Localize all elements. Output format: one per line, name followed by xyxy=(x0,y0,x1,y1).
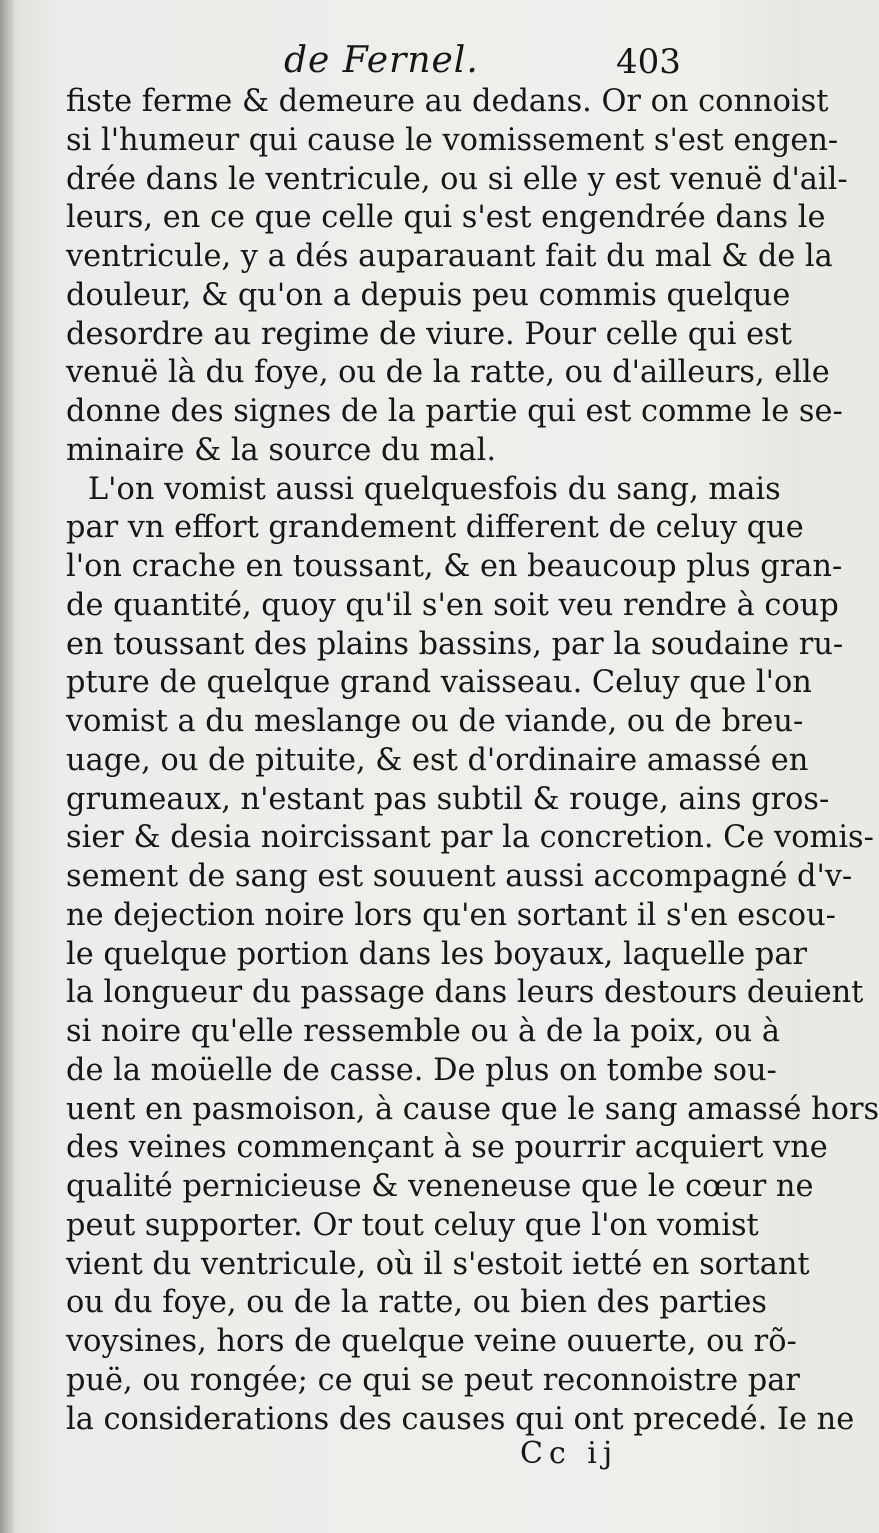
running-head: de Fernel. xyxy=(284,40,479,81)
text-line: la longueur du passage dans leurs destours deuient xyxy=(66,975,864,1011)
text-line: si noire qu'elle ressemble ou à de la poix, ou à xyxy=(66,1014,781,1049)
text-line: venuë là du foye, ou de la ratte, ou d'ailleurs, elle xyxy=(66,355,830,391)
text-line: fiste ferme & demeure au dedans. Or on connoist xyxy=(66,84,829,119)
text-line: donne des signes de la partie qui est comme le se- xyxy=(66,394,843,429)
text-line: sement de sang est souuent aussi accompagné d'v- xyxy=(66,859,853,894)
text-line: de quantité, quoy qu'il s'en soit veu rendre à coup xyxy=(66,587,839,623)
text-line: de la moüelle de casse. De plus on tombe sou- xyxy=(66,1052,777,1088)
text-line: la considerations des causes qui ont precedé. Ie ne xyxy=(66,1401,855,1437)
paragraph-first-line: L'on vomist aussi quelquesfois du sang, mais xyxy=(88,471,781,507)
text-line: des veines commençant à se pourrir acquiert vne xyxy=(66,1130,828,1166)
text-line: peut supporter. Or tout celuy que l'on vomist xyxy=(66,1207,759,1243)
text-line: le quelque portion dans les boyaux, laquelle par xyxy=(66,936,807,972)
text-line: sier & desia noircissant par la concretion. Ce vomis- xyxy=(66,820,874,856)
signature-mark: Cc ij xyxy=(520,1436,619,1471)
text-line: desordre au regime de viure. Pour celle qui est xyxy=(66,316,792,352)
text-line: ventricule, y a dés auparauant fait du mal & de la xyxy=(66,239,833,274)
text-line: leurs, en ce que celle qui s'est engendrée dans le xyxy=(66,200,826,236)
page-number: 403 xyxy=(616,42,681,82)
text-line: drée dans le ventricule, ou si elle y est venuë d'ail- xyxy=(66,161,848,197)
text-line: l'on crache en toussant, & en beaucoup plus gran- xyxy=(66,549,843,584)
text-line: uent en pasmoison, à cause que le sang amassé hors xyxy=(66,1091,879,1127)
text-line: minaire & la source du mal. xyxy=(66,432,496,468)
text-line: voysines, hors de quelque veine ouuerte, ou rõ- xyxy=(66,1324,797,1359)
text-line: puë, ou rongée; ce qui se peut reconnoistre par xyxy=(66,1362,800,1398)
page-gutter-shadow xyxy=(0,0,14,1533)
text-line: si l'humeur qui cause le vomissement s'est engen- xyxy=(66,122,839,158)
text-line: pture de quelque grand vaisseau. Celuy que l'on xyxy=(66,665,812,701)
text-line: ou du foye, ou de la ratte, ou bien des parties xyxy=(66,1285,767,1321)
body-text xyxy=(66,83,879,1439)
text-line: douleur, & qu'on a depuis peu commis quelque xyxy=(66,277,791,313)
text-line: uage, ou de pituite, & est d'ordinaire amassé en xyxy=(66,742,809,778)
text-line: vient du ventricule, où il s'estoit ietté en sortant xyxy=(66,1246,810,1282)
text-line: ne dejection noire lors qu'en sortant il s'en escou- xyxy=(66,897,836,933)
text-line: par vn effort grandement different de celuy que xyxy=(66,510,804,546)
text-line: en toussant des plains bassins, par la soudaine ru- xyxy=(66,626,844,662)
text-line: qualité pernicieuse & veneneuse que le cœur ne xyxy=(66,1169,814,1204)
text-line: grumeaux, n'estant pas subtil & rouge, ains gros- xyxy=(66,781,830,817)
text-line: vomist a du meslange ou de viande, ou de breu- xyxy=(66,704,804,739)
